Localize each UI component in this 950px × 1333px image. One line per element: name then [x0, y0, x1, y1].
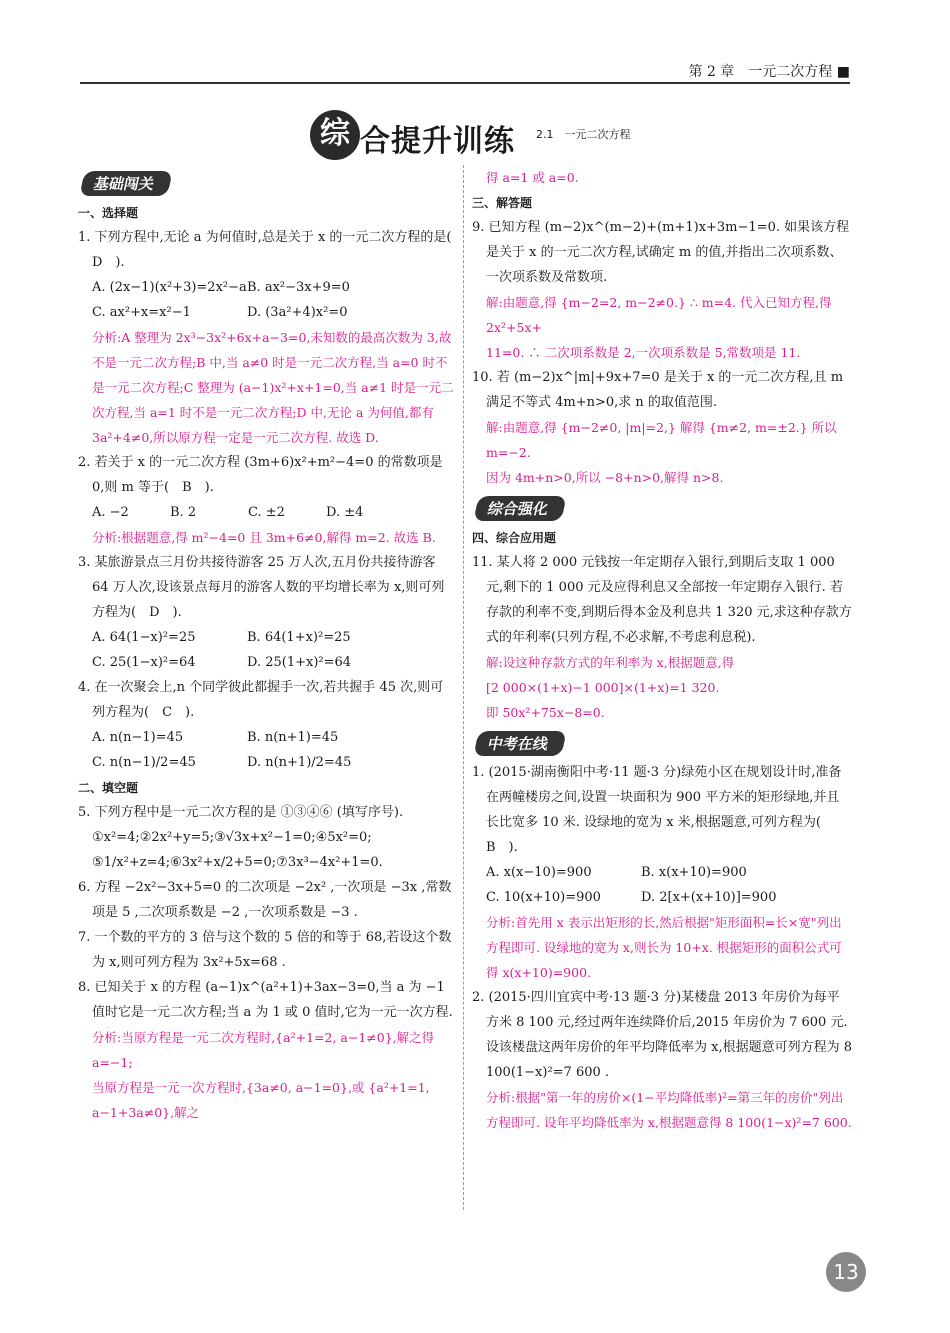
q1-analysis: 分析:A 整理为 2x³−3x²+6x+a−3=0,未知数的最高次数为 3,故不是一元二次方程;B 中,当 a≠0 时是一元二次方程,当 a=0 时不是一元二次方程;C 整理为 (a−1)x²+x+1=0,当 a≠1 时是一元二次方程,当 a=1 时不是一元二次方程;D 中,无论 a 为何值,都有 3a²+4≠0,所以原方程一定是一元二次方程. 故选 D.	[92, 330, 454, 445]
question-11: 11. 某人将 2 000 元钱按一年定期存入银行,到期后支取 1 000 元,剩下的 1 000 元及应得利息又全部按一年定期存入银行. 若存款的利率不变,到期后得本金及利息共 1 320 元,求这种存款方式的年利率(只列方程,不必求解,不考虑利息税).	[472, 555, 852, 645]
right-column	[472, 165, 852, 1135]
q8-analysis-2: 当原方程是一元一次方程时,{3a≠0, a−1=0},或 {a²+1=1, a−1+3a≠0},解之	[92, 1080, 430, 1120]
question-2: 2. 若关于 x 的一元二次方程 (3m+6)x²+m²−4=0 的常数项是 0,则 m 等于( B ).	[78, 455, 443, 495]
question-3: 3. 某旅游景点三月份共接待游客 25 万人次,五月份共接待游客 64 万人次,设该景点每月的游客人数的平均增长率为 x,则可列方程为( D ).	[78, 555, 445, 620]
q10-answer-1: 解:由题意,得 {m−2≠0, |m|=2,} 解得 {m≠2, m=±2.} 所以 m=−2.	[486, 420, 837, 460]
question-8: 8. 已知关于 x 的方程 (a−1)x^(a²+1)+3ax−3=0,当 a 为 −1 值时它是一元二次方程;当 a 为 1 或 0 值时,它为一元一次方程.	[78, 980, 453, 1020]
option: B. 2	[170, 505, 197, 520]
e2-analysis: 分析:根据"第一年的房价×(1−平均降低率)²=第三年的房价"列出方程即可. 设年平均降低率为 x,根据题意得 8 100(1−x)²=7 600.	[486, 1090, 852, 1130]
q4-options	[78, 725, 456, 775]
e1-options	[472, 860, 852, 910]
q9-answer-2: 11=0. ∴ 二次项系数是 2,一次项系数是 5,常数项是 11.	[486, 345, 801, 360]
option: C. 25(1−x)²=64	[92, 655, 196, 670]
question-1: 1. 下列方程中,无论 a 为何值时,总是关于 x 的一元二次方程的是( D ).	[78, 230, 465, 270]
q11-answer-1: 解:设这种存款方式的年利率为 x,根据题意,得	[486, 655, 735, 670]
question-7: 7. 一个数的平方的 3 倍与这个数的 5 倍的和等于 68,若设这个数为 x,则可列方程为 3x²+5x=68 .	[78, 930, 452, 970]
title-icon: 综	[310, 110, 360, 160]
q2-analysis: 分析:根据题意,得 m²−4=0 且 3m+6≠0,解得 m=2. 故选 B.	[92, 530, 436, 545]
exam-question-1: 1. (2015·湖南衡阳中考·11 题·3 分)绿苑小区在规划设计时,准备在两幢楼房之间,设置一块面积为 900 平方米的矩形绿地,并且长比宽多 10 米. 设绿地的宽为 x 米,根据题意,可列方程为( B ).	[472, 765, 842, 855]
option: D. ±4	[326, 505, 364, 520]
option: A. (2x−1)(x²+3)=2x²−a	[92, 280, 247, 295]
option: D. 25(1+x)²=64	[247, 655, 352, 670]
section-choice: 一、选择题	[78, 206, 139, 220]
option: C. n(n−1)/2=45	[92, 755, 196, 770]
option: C. 10(x+10)=900	[486, 890, 601, 905]
banner-exam: 中考在线	[473, 731, 566, 756]
question-6: 6. 方程 −2x²−3x+5=0 的二次项是 −2x² ,一次项是 −3x ,常数项是 5 ,二次项系数是 −2 ,一次项系数是 −3 .	[78, 880, 452, 920]
left-column	[78, 165, 465, 1125]
q10-answer-2: 因为 4m+n>0,所以 −8+n>0,解得 n>8.	[486, 470, 724, 485]
page-header	[80, 60, 850, 84]
q8-analysis-1: 分析:当原方程是一元二次方程时,{a²+1=2, a−1≠0},解之得 a=−1;	[92, 1030, 435, 1070]
option: D. (3a²+4)x²=0	[247, 305, 348, 320]
option: D. 2[x+(x+10)]=900	[641, 890, 777, 905]
q9-answer-1: 解:由题意,得 {m−2=2, m−2≠0.} ∴ m=4. 代入已知方程,得 2x²+5x+	[486, 295, 832, 335]
title-subtitle: 2.1 一元二次方程	[536, 128, 631, 141]
q1-options	[78, 275, 456, 325]
question-9: 9. 已知方程 (m−2)x^(m−2)+(m+1)x+3m−1=0. 如果该方程是关于 x 的一元二次方程,试确定 m 的值,并指出二次项系数、一次项系数及常数项.	[472, 220, 850, 285]
option: A. −2	[92, 505, 129, 520]
option: B. x(x+10)=900	[641, 865, 747, 880]
option: A. 64(1−x)²=25	[92, 630, 196, 645]
page-number: 13	[826, 1252, 866, 1292]
q5-list-2: ⑤1/x²+z=4;⑥3x²+x/2+5=0;⑦3x³−4x²+1=0.	[92, 855, 383, 870]
question-4: 4. 在一次聚会上,n 个同学彼此都握手一次,若共握手 45 次,则可列方程为( C ).	[78, 680, 444, 720]
chapter-title: 第 2 章 一元二次方程 ■	[688, 64, 850, 80]
banner-comprehensive: 综合强化	[473, 496, 566, 521]
question-5: 5. 下列方程中是一元二次方程的是 ①③④⑥ (填写序号).	[78, 805, 404, 820]
q3-options	[78, 625, 456, 675]
option: B. n(n+1)=45	[247, 730, 339, 745]
question-10: 10. 若 (m−2)x^|m|+9x+7=0 是关于 x 的一元二次方程,且 m 满足不等式 4m+n>0,求 n 的取值范围.	[472, 370, 844, 410]
q11-answer-3: 即 50x²+75x−8=0.	[486, 705, 605, 720]
option: D. n(n+1)/2=45	[247, 755, 352, 770]
column-divider	[463, 165, 464, 1210]
option: C. ±2	[248, 505, 285, 520]
option: A. x(x−10)=900	[486, 865, 592, 880]
e1-analysis: 分析:首先用 x 表示出矩形的长,然后根据"矩形面积=长×宽"列出方程即可. 设绿地的宽为 x,则长为 10+x. 根据矩形的面积公式可得 x(x+10)=900.	[486, 915, 842, 980]
option: A. n(n−1)=45	[92, 730, 184, 745]
option: B. ax²−3x+9=0	[247, 280, 350, 295]
q11-answer-2: [2 000×(1+x)−1 000]×(1+x)=1 320.	[486, 680, 720, 695]
option: B. 64(1+x)²=25	[247, 630, 351, 645]
q2-options	[78, 500, 456, 525]
q8-analysis-cont: 得 a=1 或 a=0.	[486, 170, 579, 185]
option: C. ax²+x=x²−1	[92, 305, 191, 320]
section-answer: 三、解答题	[472, 196, 533, 210]
exam-question-2: 2. (2015·四川宜宾中考·13 题·3 分)某楼盘 2013 年房价为每平方米 8 100 元,经过两年连续降价后,2015 年房价为 7 600 元. 设该楼盘这两年房价的年平均降低率为 x,根据题意可列方程为 8 100(1−x)²=7 600 .	[472, 990, 852, 1080]
section-application: 四、综合应用题	[472, 531, 557, 545]
q5-list-1: ①x²=4;②2x²+y=5;③√3x+x²−1=0;④5x²=0;	[92, 830, 372, 845]
section-fill: 二、填空题	[78, 781, 139, 795]
title-text: 合提升训练	[360, 124, 515, 159]
banner-basic: 基础闯关	[79, 171, 172, 196]
